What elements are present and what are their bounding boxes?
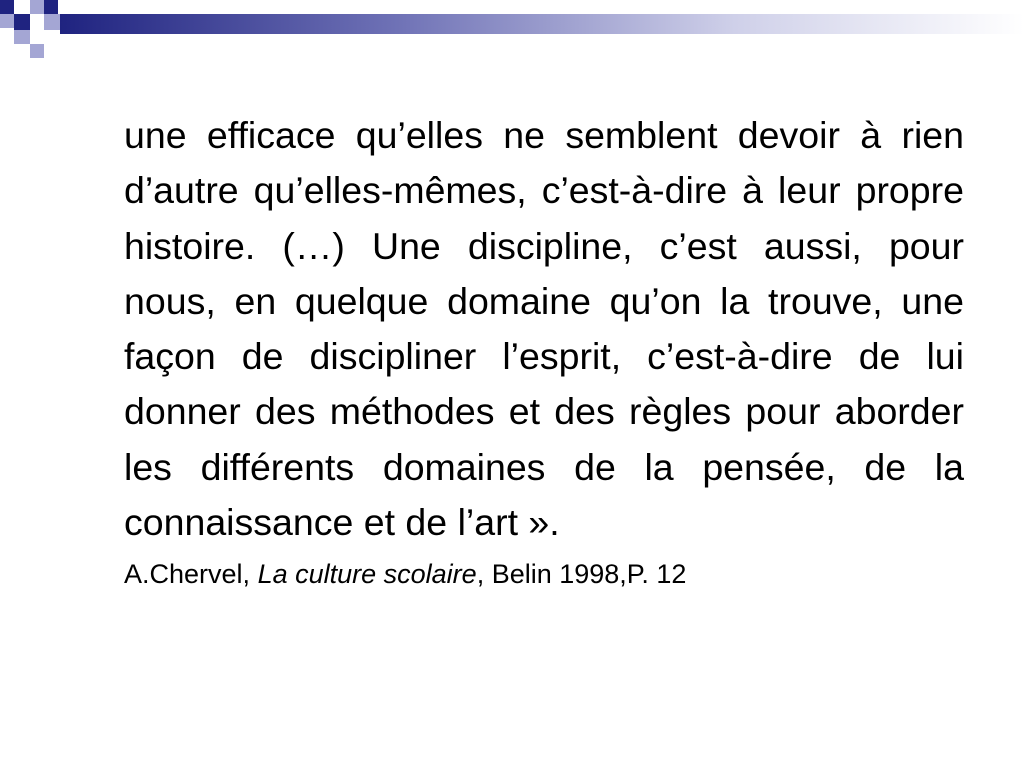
citation-work-title: La culture scolaire bbox=[257, 559, 477, 590]
decor-square-light-3 bbox=[14, 30, 30, 44]
quote-paragraph: une efficace qu’elles ne semblent devoir à rien d’autre qu’elles-mêmes, c’est-à-dire à leur propre histoire. (…) Une discipline, c’est aussi, pour nous, en quelque domaine qu’on la trouve, une façon de discipliner l’esprit, c’est-à-dire de lui donner des méthodes et des règles pour aborder les différents domaines de la pensée, de la connaissance et de l’art ». bbox=[124, 114, 964, 544]
decor-square-dark-3 bbox=[44, 0, 58, 14]
decor-square-light-4 bbox=[44, 14, 60, 30]
gradient-bar bbox=[60, 14, 1024, 34]
decor-square-dark-1 bbox=[0, 0, 14, 14]
citation bbox=[124, 556, 964, 592]
citation-publication: , Belin 1998,P. 12 bbox=[476, 559, 687, 590]
decor-square-light-5 bbox=[30, 44, 44, 58]
header-decoration bbox=[0, 0, 1024, 70]
decor-square-light-1 bbox=[0, 14, 14, 28]
decor-square-light-2 bbox=[30, 0, 44, 14]
decor-square-dark-2 bbox=[14, 14, 30, 30]
citation-author: A.Chervel, bbox=[124, 559, 258, 590]
header-gradient-bar bbox=[0, 0, 1024, 70]
slide-content bbox=[124, 108, 964, 592]
